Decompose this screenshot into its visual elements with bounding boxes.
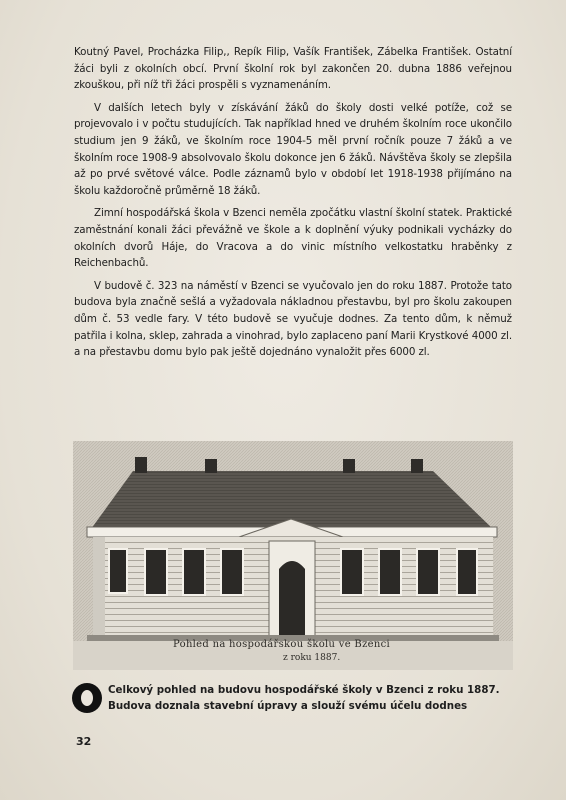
school-building-photo <box>73 441 513 670</box>
paragraph: Zimní hospodářská škola v Bzenci neměla zpočátku vlastní školní statek. Praktické zaměstnání konali žáci převážně ve škole a k doplnění výuky podnikali vycházky do okolních dvorů Háje, do Vracova a do vinic místního velkostatku hraběnky z Reichenbachů. <box>74 207 512 270</box>
photo-inscription-year: z roku 1887. <box>283 653 341 663</box>
photo-inscription: Pohled na hospodářskou školu ve Bzenci <box>173 639 391 650</box>
paragraph: Koutný Pavel, Procházka Filip,, Repík Filip, Vašík František, Zábelka František. Ostatní žáci byli z okolních obcí. První školní rok byl zakončen 20. dubna 1886 veřejnou zkouškou, při níž tři žáci prospěli s vyznamenáním. <box>74 46 512 92</box>
bullet-circle-icon <box>72 683 102 713</box>
figure-caption-block <box>72 680 512 724</box>
figure-caption: Celkový pohled na budovu hospodářské školy v Bzenci z roku 1887. Budova doznala stavební úpravy a slouží svému účelu dodnes <box>108 684 500 712</box>
page-number: 32 <box>76 735 92 748</box>
paragraph: V budově č. 323 na náměstí v Bzenci se vyučovalo jen do roku 1887. Protože tato budova byla značně sešlá a vyžadovala nákladnou přestavbu, byl pro školu zakoupen dům č. 53 vedle fary. V této budově se vyučuje dodnes. Za tento dům, k němuž patřila i kolna, sklep, zahrada a vinohrad, bylo zaplaceno paní Marii Krystkové 4000 zl. a na přestavbu domu bylo pak ještě dojednáno vynaložit přes 6000 zl. <box>74 279 512 359</box>
article-text <box>74 44 512 367</box>
paragraph: V dalších letech byly v získávání žáků do školy dosti velké potíže, což se projevovalo i v počtu studujících. Tak například hned ve druhém školním roce ukončilo studium jen 9 žáků, ve školním roce 1904-5 měl první ročník pouze 7 žáků a ve školním roce 1908-9 absolvovalo školu dokonce jen 6 žáků. Návštěva školy se zlepšila až po prvé světové válce. Podle záznamů bylo v období let 1918-1938 přijímáno na školu každoročně průměrně 18 žáků. <box>74 101 512 197</box>
school-building-illustration <box>73 441 513 670</box>
